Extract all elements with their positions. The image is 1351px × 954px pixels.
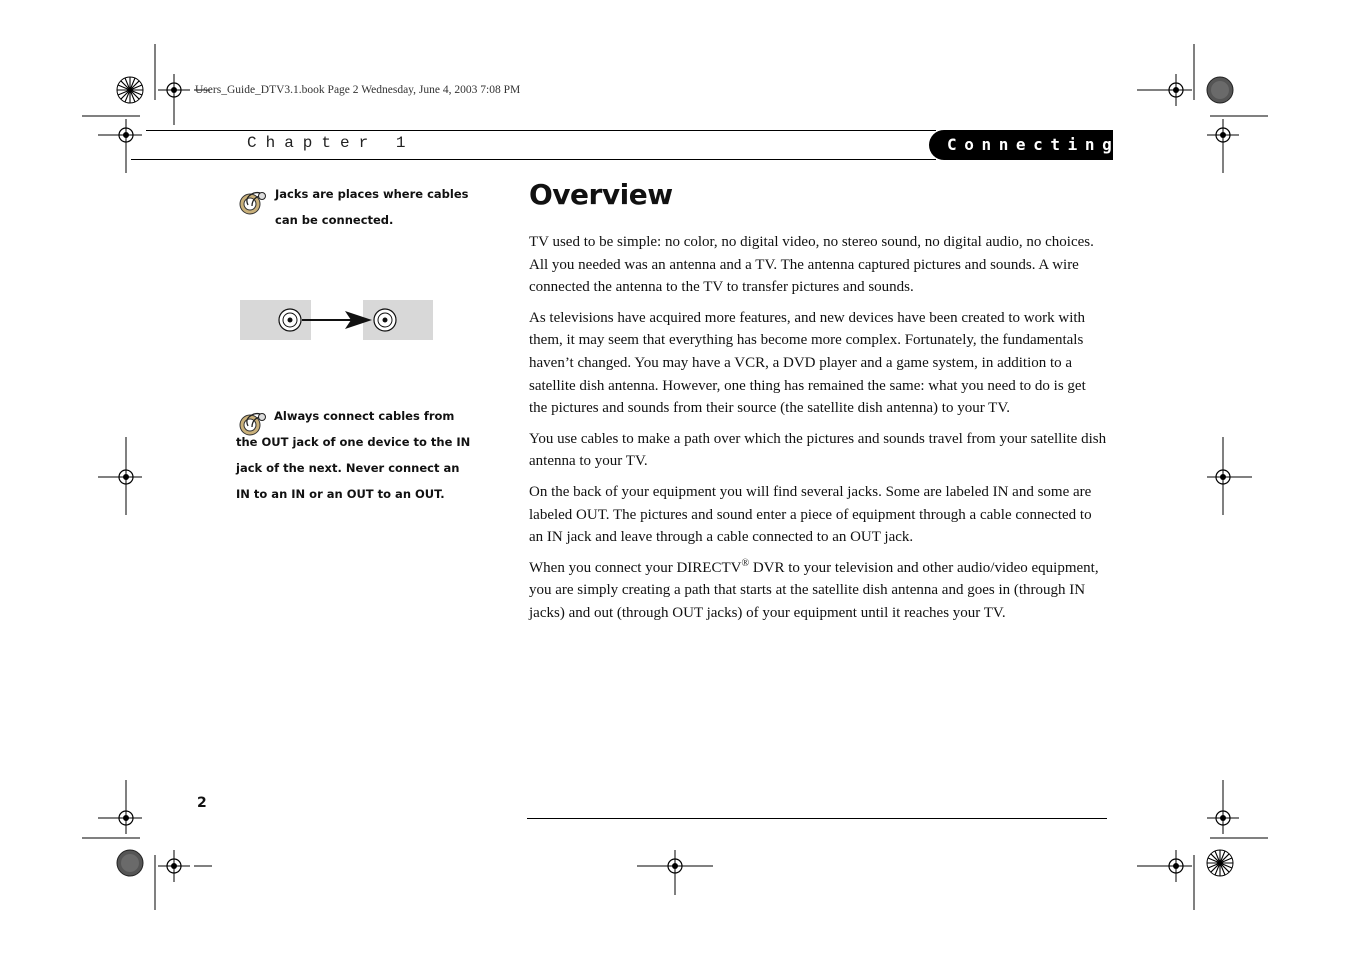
sidebar-note-jacks: Jacks are places where cables can be connected. xyxy=(275,187,469,227)
slug-line: Users_Guide_DTV3.1.book Page 2 Wednesday, June 4, 2003 7:08 PM xyxy=(195,84,521,96)
sidebar-note-connect-rule: Always connect cables from the OUT jack of one device to the IN jack of the next. Never connect an IN to an IN or an OUT to an OUT. xyxy=(236,409,471,501)
paragraph xyxy=(529,557,1107,625)
paragraph: TV used to be simple: no color, no digital video, no stereo sound, no digital audio, no choices. All you needed was an antenna and a TV. The antenna captured pictures and sounds. A wire connected the antenna to the TV to transfer pictures and sounds. xyxy=(529,234,1094,296)
paragraph: You use cables to make a path over which the pictures and sounds travel from your satellite dish antenna to your TV. xyxy=(529,430,1107,470)
chapter-label: Chapter 1 xyxy=(247,134,415,152)
section-tab: Connecting xyxy=(929,130,1113,160)
paragraph-end: DVR to your television and other audio/video equipment, you are simply creating a path that starts at the satellite dish antenna and goes in (through IN jacks) and out (through OUT jacks) of your equipment until it reaches your TV. xyxy=(529,559,1099,621)
footer-rule xyxy=(527,818,1107,819)
page-number: 2 xyxy=(197,795,207,811)
body-text xyxy=(529,231,1107,633)
cable-jack-diagram xyxy=(240,300,433,340)
section-heading: Overview xyxy=(529,178,673,211)
header-top-rule xyxy=(146,130,936,131)
paragraph: On the back of your equipment you will find several jacks. Some are labeled IN and some are labeled OUT. The pictures and sound enter a piece of equipment through a cable connected to an IN jack and leave through a cable connected to an OUT jack. xyxy=(529,483,1092,546)
paragraph: As televisions have acquired more features, and new devices have been created to work with them, it may seem that everything has become more complex. Fortunately, the fundamentals haven’t changed. You may have a VCR, a DVD player and a game system, in addition to a satellite dish antenna. However, one thing has remained the same: what you need to do is get the pictures and sounds from their source (the satellite dish antenna) to your TV. xyxy=(529,309,1086,417)
lightbulb-icon xyxy=(238,189,268,217)
registered-mark: ® xyxy=(741,557,750,569)
paragraph-start: When you connect your DIRECTV xyxy=(529,559,742,576)
header-bottom-rule xyxy=(131,159,936,160)
